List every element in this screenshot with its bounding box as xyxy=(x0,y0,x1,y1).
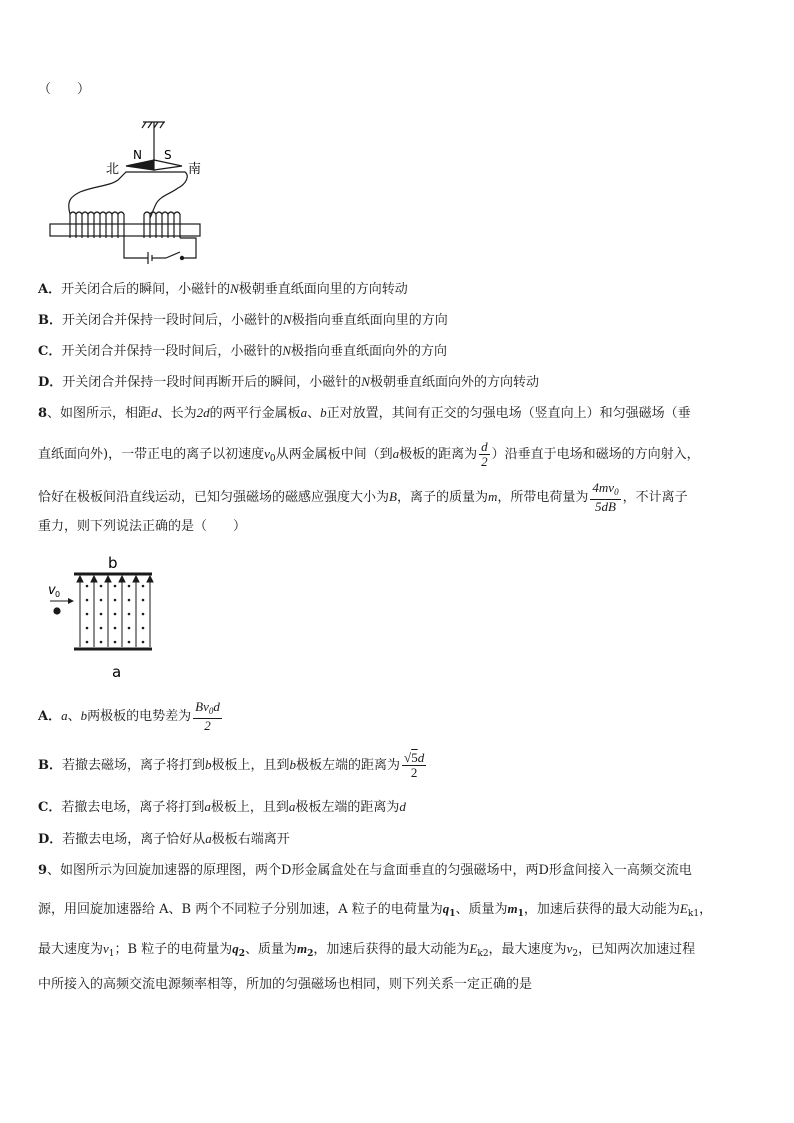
q8-var-b: b xyxy=(80,708,88,723)
q8-var-b: b xyxy=(289,757,297,772)
q7-stem-tail: （ ） xyxy=(38,82,91,97)
q8-plate-a-label: a xyxy=(112,663,122,681)
q8-var-d: d xyxy=(151,405,158,420)
q7-option-a-post: 极朝垂直纸面向里的方向转动 xyxy=(238,282,408,297)
q9-text: ，加速后获得的最大动能为 xyxy=(313,942,470,957)
q8-var-a: a xyxy=(204,799,211,814)
q8-text: 极板左端的距离为 xyxy=(295,800,400,815)
q8-option-c[interactable] xyxy=(38,797,406,818)
q9-var-ek1-sub: k1 xyxy=(687,909,700,919)
q8-text: 极板上，且到 xyxy=(211,758,290,773)
q7-north-label: 北 xyxy=(106,162,120,177)
q8-var-a: a xyxy=(288,799,296,814)
q9-text: ，最大速度为 xyxy=(488,942,567,957)
q8-text: ，所带电荷量为 xyxy=(497,490,589,505)
q9-var-v2-sub: 2 xyxy=(572,949,579,959)
q8-text: ）沿垂直于电场和磁场的方向射入， xyxy=(491,447,700,462)
q8-text: 重力，则下列说法正确的是（ ） xyxy=(38,519,247,534)
q9-text: 中所接入的高频交流电源频率相等，所加的匀强磁场也相同，则下列关系一定正确的是 xyxy=(38,977,533,992)
q8-text: 若撤去电场，离子恰好从 xyxy=(62,832,206,847)
q8-var-a: a xyxy=(392,446,400,461)
q8-var-2d: 2d xyxy=(196,405,210,420)
q8-var-a: a xyxy=(205,831,212,846)
q8-option-b[interactable] xyxy=(38,751,428,780)
q8-var-m: m xyxy=(487,489,498,504)
q9-stem-line1 xyxy=(38,861,692,881)
q9-var-q2: q xyxy=(232,941,239,956)
q8-ion xyxy=(53,607,60,614)
q7-option-c-pre: 开关闭合并保持一段时间后，小磁针的 xyxy=(61,344,283,359)
q9-text: ；B 粒子的电荷量为 xyxy=(114,942,233,957)
q8-var-b: b xyxy=(205,757,212,772)
q9-text: ， xyxy=(699,902,713,917)
q7-option-a-var: N xyxy=(230,281,239,296)
q7-option-a-letter: A． xyxy=(38,282,62,297)
q8-text: 直纸面向外)，一带正电的离子以初速度 xyxy=(38,447,265,462)
q8-text: 极板的距离为 xyxy=(399,447,478,462)
q9-var-ek2: E xyxy=(469,941,478,956)
q7-option-b-post: 极指向垂直纸面向里的方向 xyxy=(291,313,448,328)
q7-option-b-pre: 开关闭合并保持一段时间后，小磁针的 xyxy=(62,313,284,328)
q7-option-c-letter: C． xyxy=(38,344,62,359)
q7-n-pole-label: N xyxy=(133,148,142,162)
q7-option-c-post: 极指向垂直纸面向外的方向 xyxy=(291,344,448,359)
q9-text: 、质量为 xyxy=(244,942,297,957)
q7-option-d-post: 极朝垂直纸面向外的方向转动 xyxy=(369,375,539,390)
q9-var-ek2-sub: k2 xyxy=(477,949,489,959)
q7-option-b-var: N xyxy=(283,312,292,327)
q7-option-b-letter: B． xyxy=(38,313,62,328)
q8-option-d[interactable] xyxy=(38,829,290,850)
q9-var-m1-sub: 1 xyxy=(517,909,524,919)
q8-option-a-frac: $\frac{Bv_0d}{2}$ xyxy=(195,699,220,733)
q7-s-pole-label: S xyxy=(164,148,172,162)
q8-text: 正对放置，其间有正交的匀强电场（竖直向上）和匀强磁场（垂 xyxy=(326,406,691,421)
q8-option-b-letter: B． xyxy=(38,758,62,773)
q8-text: 恰好在极板间沿直线运动，已知匀强磁场的磁感应强度大小为 xyxy=(38,490,390,505)
q9-var-q1: q xyxy=(442,901,450,916)
q8-text: 若撤去磁场，离子将打到 xyxy=(62,758,206,773)
q8-text: 两极板的电势差为 xyxy=(87,709,192,724)
q9-stem-line2 xyxy=(38,899,712,924)
q9-text: 源，用回旋加速器给 A、B 两个不同粒子分别加速，A 粒子的电荷量为 xyxy=(38,902,443,917)
q7-option-a-pre: 开关闭合后的瞬间，小磁针的 xyxy=(61,282,231,297)
q8-text: 、长为 xyxy=(157,406,197,421)
q8-text: 、 xyxy=(307,406,321,421)
q8-option-a-letter: A． xyxy=(38,709,62,724)
q9-stem-line3 xyxy=(38,939,695,964)
q8-text: 若撤去电场，离子将打到 xyxy=(61,800,205,815)
q9-var-v1: v xyxy=(103,941,109,956)
q8-frac-d-over-2: $\frac{d}{2}$ xyxy=(481,439,488,469)
q7-option-d-letter: D． xyxy=(38,375,63,390)
q9-var-m2: m xyxy=(297,941,308,956)
q8-plate-b-label: b xyxy=(108,554,118,572)
q8-var-B: B xyxy=(389,489,397,504)
q8-text: 极板上，且到 xyxy=(210,800,289,815)
q8-option-a[interactable] xyxy=(38,700,224,733)
q8-number: 8 xyxy=(38,406,48,421)
q8-var-b: b xyxy=(320,405,327,420)
q9-text: 、质量为 xyxy=(455,902,508,917)
q7-option-c-var: N xyxy=(282,343,292,358)
q7-option-d-pre: 开关闭合并保持一段时间再断开后的瞬间，小磁针的 xyxy=(62,375,362,390)
q8-option-c-letter: C． xyxy=(38,800,62,815)
q8-text: ，不计离子 xyxy=(622,490,688,505)
q8-var-a: a xyxy=(61,708,68,723)
q7-south-label: 南 xyxy=(188,162,202,177)
q9-number: 9 xyxy=(38,863,48,878)
q9-text: 最大速度为 xyxy=(38,942,104,957)
q8-text: 从两金属板中间（到 xyxy=(275,447,393,462)
q9-var-q1-sub: 1 xyxy=(449,909,456,919)
q9-var-v1-sub: 1 xyxy=(108,949,115,959)
q9-text: ，加速后获得的最大动能为 xyxy=(523,902,680,917)
q7-option-d-var: N xyxy=(361,374,370,389)
q8-option-d-letter: D． xyxy=(38,832,63,847)
q8-text: 、 xyxy=(67,709,81,724)
q9-text: ，已知两次加速过程 xyxy=(578,942,696,957)
q8-var-d: d xyxy=(399,799,406,814)
q9-text: 、如图所示为回旋加速器的原理图，两个D形金属盒处在与盒面垂直的匀强磁场中，两D形盒间接入一高频交流电 xyxy=(47,863,692,878)
q9-stem-line4 xyxy=(38,975,532,995)
q8-v0-label: v xyxy=(48,583,56,598)
q8-text: ，离子的质量为 xyxy=(396,490,488,505)
q8-text: 、如图所示，相距 xyxy=(47,406,152,421)
q8-text: 的两平行金属板 xyxy=(209,406,301,421)
q9-var-m1: m xyxy=(507,901,518,916)
q8-var-v0-sub: 0 xyxy=(269,454,276,464)
q8-option-b-frac: $\frac{√5d}{2}$ xyxy=(404,750,425,780)
q9-var-q2-sub: 2 xyxy=(238,949,245,959)
q9-var-m2-sub: 2 xyxy=(307,949,314,959)
q8-var-a: a xyxy=(300,405,308,420)
q8-var-v0: v xyxy=(264,446,270,461)
q9-var-v2: v xyxy=(566,941,573,956)
q8-text: 极板右端离开 xyxy=(211,832,290,847)
q9-var-ek1: E xyxy=(679,901,688,916)
q8-v0-label-sub: 0 xyxy=(55,590,61,599)
q8-text: 极板左端的距离为 xyxy=(296,758,401,773)
q8-frac-charge: $\frac{4mv_0}{5dB}$ xyxy=(592,480,619,514)
